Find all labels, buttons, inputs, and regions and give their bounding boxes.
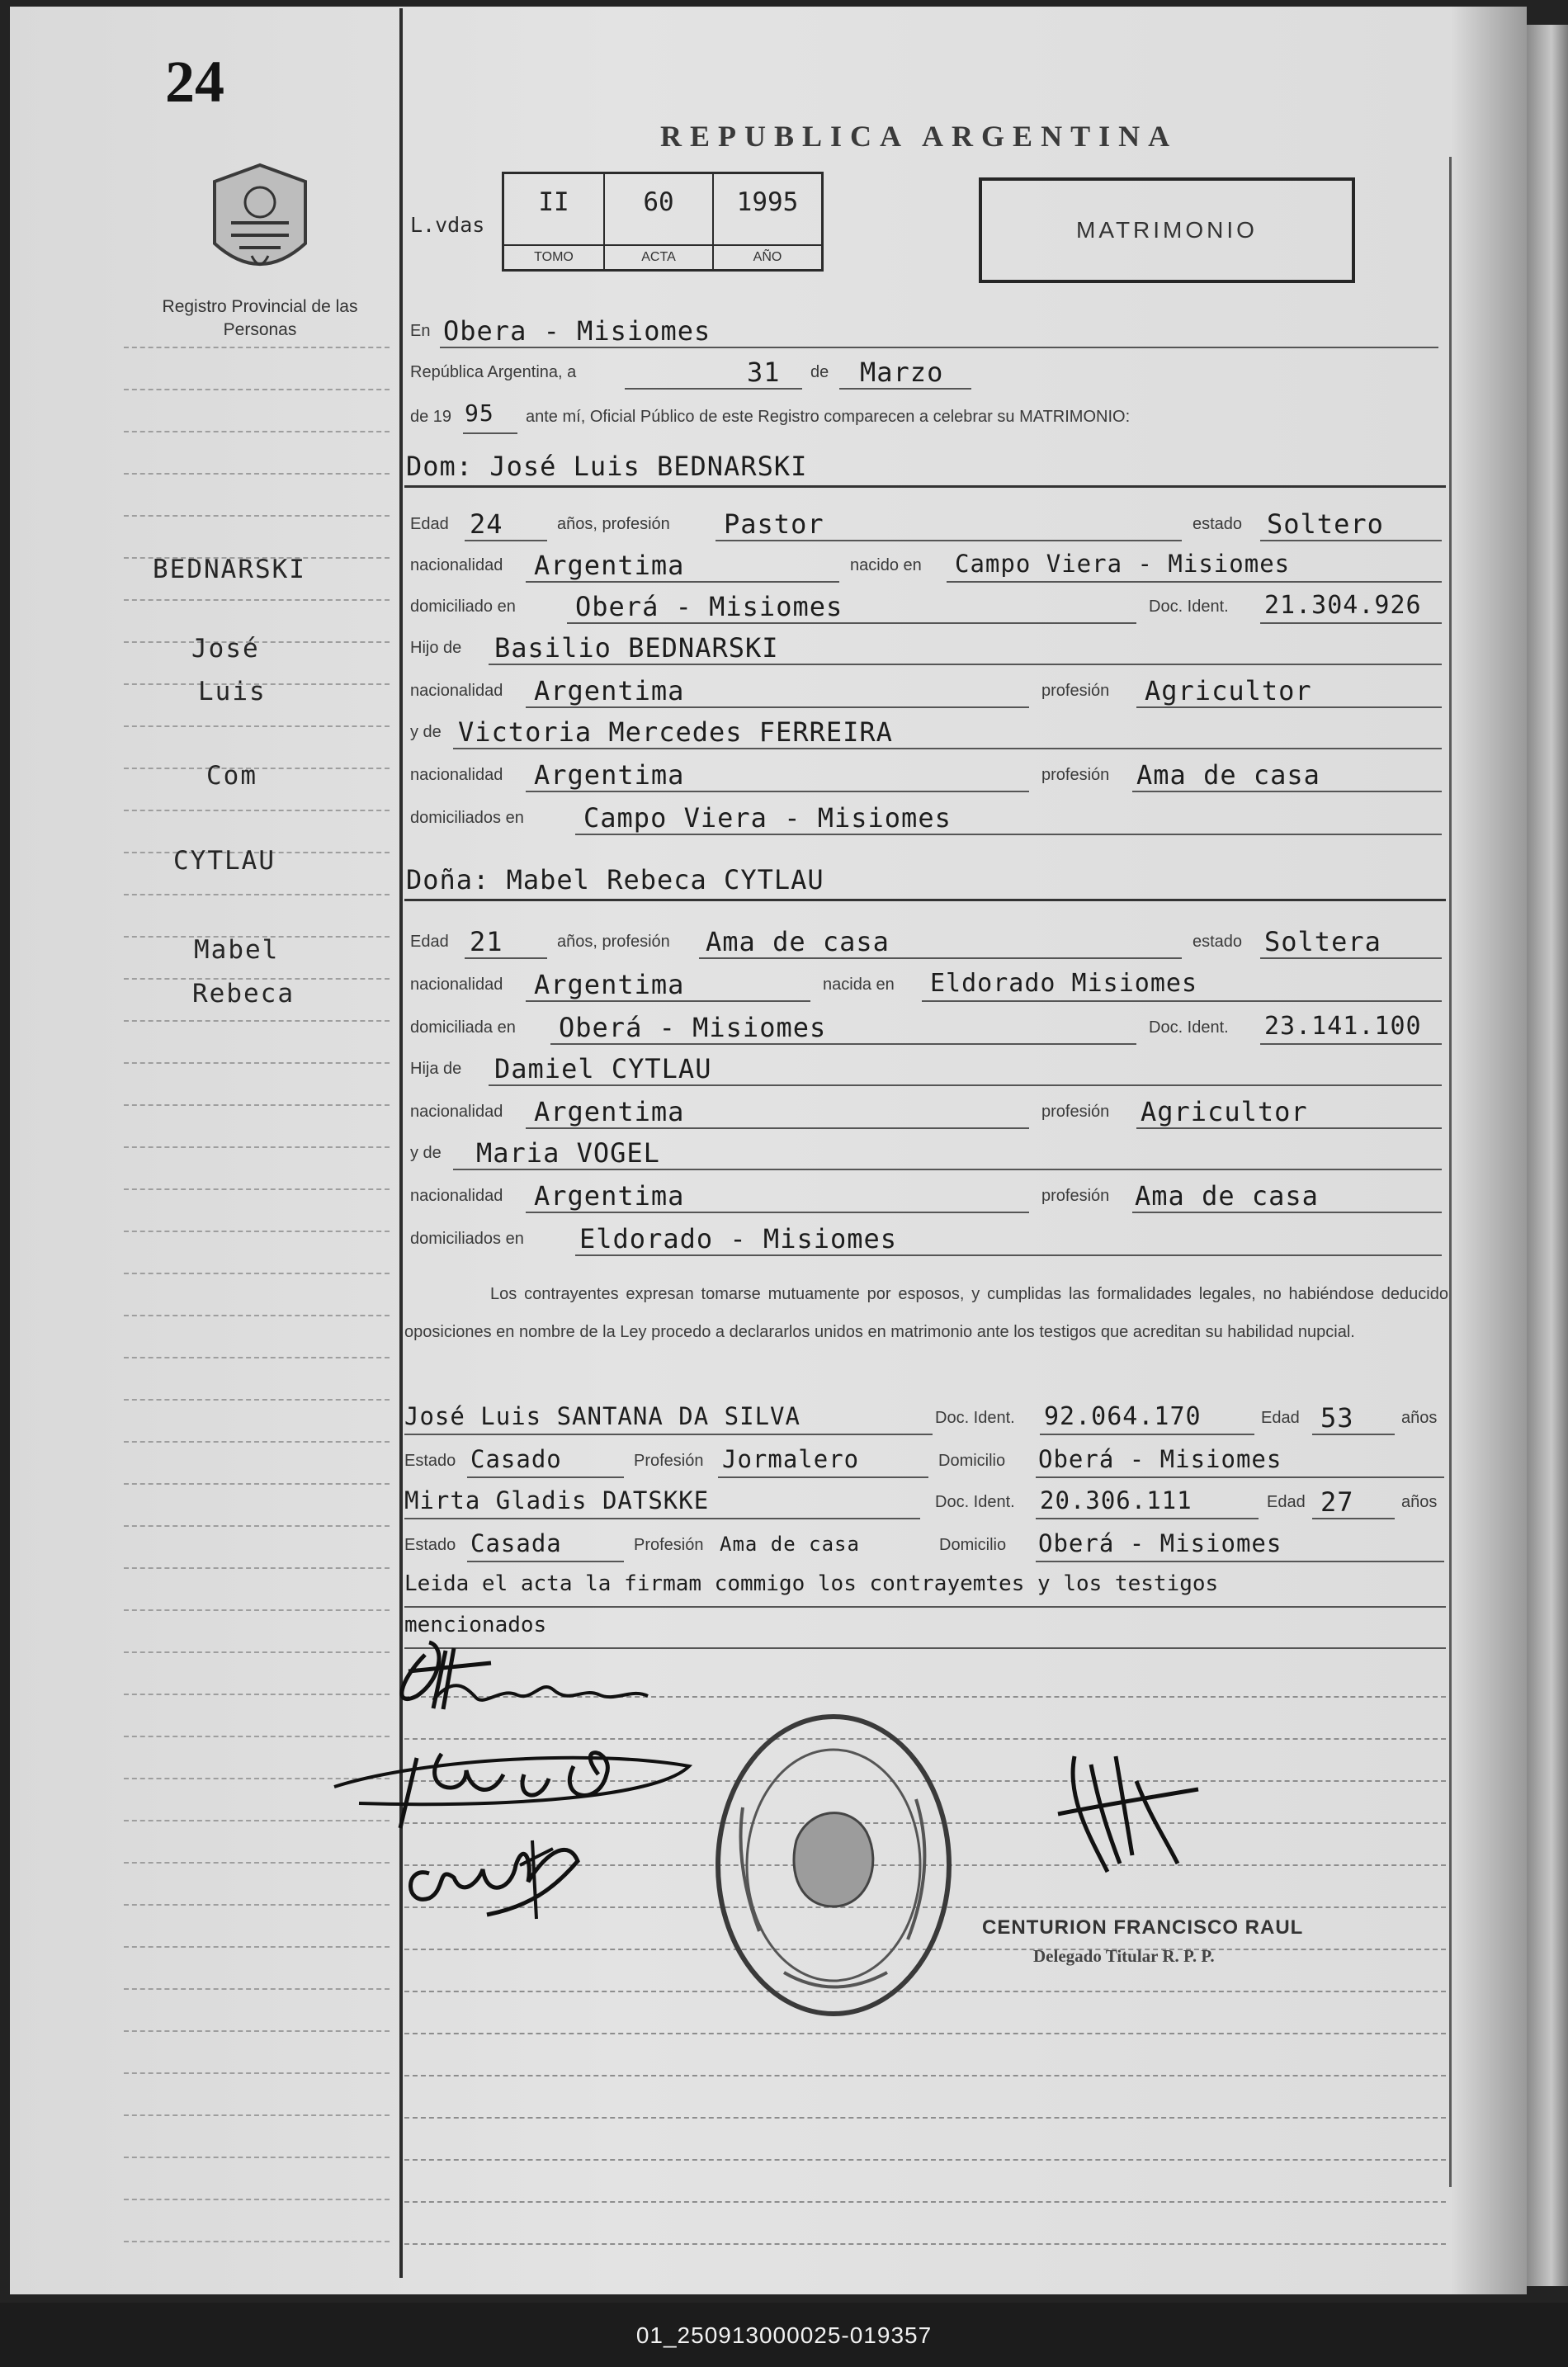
acta-value: 60 xyxy=(643,187,674,217)
officer-name: CENTURION FRANCISCO RAUL xyxy=(982,1916,1304,1939)
page-number: 24 xyxy=(165,49,224,115)
groom-name: Dom: José Luis BEDNARSKI xyxy=(406,451,808,482)
groom-father: Basilio BEDNARSKI xyxy=(494,632,779,664)
edad-label: Edad xyxy=(1261,1409,1300,1427)
domiciliados-label: domiciliados en xyxy=(410,1230,524,1248)
bride-document: 23.141.100 xyxy=(1264,1012,1422,1041)
margin-note-bride-second-name: Rebeca xyxy=(192,979,295,1009)
underline xyxy=(550,1043,1136,1045)
underline xyxy=(947,581,1442,583)
de-label: de xyxy=(810,363,829,381)
margin-ruled-line xyxy=(124,1188,390,1190)
underline xyxy=(404,1606,1446,1608)
bride-mother-line xyxy=(410,1137,1446,1175)
underline xyxy=(465,540,547,541)
witness-2-domicile: Oberá - Misiomes xyxy=(1038,1529,1282,1557)
right-margin-rule xyxy=(1449,157,1452,2187)
groom-father-details-line xyxy=(410,675,1446,713)
estado-label: estado xyxy=(1193,933,1243,951)
witness-2-age: 27 xyxy=(1320,1486,1354,1518)
groom-mother: Victoria Mercedes FERREIRA xyxy=(458,716,893,748)
doc-label: Doc. Ident. xyxy=(935,1493,1015,1511)
underline xyxy=(526,706,1029,708)
margin-ruled-line xyxy=(124,1862,390,1864)
edad-label: Edad xyxy=(1267,1493,1306,1511)
groom-mother-line xyxy=(410,716,1446,754)
bride-name: Doña: Mabel Rebeca CYTLAU xyxy=(406,864,824,895)
margin-ruled-line xyxy=(124,1231,390,1232)
witness-1-document: 92.064.170 xyxy=(1044,1402,1202,1431)
profesion-label: profesión xyxy=(1041,1187,1110,1205)
margin-ruled-line xyxy=(124,1020,390,1022)
doc-label: Doc. Ident. xyxy=(935,1409,1015,1427)
official-stamp xyxy=(710,1708,957,2022)
witness-2-line xyxy=(404,1486,1446,1524)
underline xyxy=(718,1476,928,1478)
margin-ruled-line xyxy=(124,725,390,727)
underline xyxy=(467,1476,624,1478)
margin-ruled-line xyxy=(124,2030,390,2032)
acta-cell xyxy=(605,174,714,269)
witness-1-line xyxy=(404,1402,1446,1440)
witness-1-name: José Luis SANTANA DA SILVA xyxy=(404,1402,801,1430)
bride-birthplace: Eldorado Misiomes xyxy=(930,969,1198,998)
groom-mother-profession: Ama de casa xyxy=(1136,759,1320,791)
tomo-label: TOMO xyxy=(504,244,603,269)
margin-ruled-line xyxy=(124,1988,390,1990)
margin-ruled-line xyxy=(124,2199,390,2200)
underline xyxy=(1136,1127,1442,1129)
bride-age: 21 xyxy=(470,926,503,957)
groom-civil-status: Soltero xyxy=(1267,508,1384,540)
underline xyxy=(1312,1434,1395,1435)
estado-label: Estado xyxy=(404,1536,456,1554)
underline xyxy=(526,1127,1029,1129)
officer-signature xyxy=(1041,1740,1207,1888)
record-type-box: MATRIMONIO xyxy=(979,177,1355,283)
doc-label: Doc. Ident. xyxy=(1149,598,1229,616)
margin-ruled-line xyxy=(124,894,390,895)
place-line xyxy=(410,315,1446,353)
groom-age-line xyxy=(410,508,1446,546)
underline xyxy=(440,347,1438,348)
underline xyxy=(526,791,1029,792)
registry-name: Registro Provincial de las Personas xyxy=(162,297,358,339)
margin-ruled-line xyxy=(124,810,390,811)
bride-profession: Ama de casa xyxy=(706,926,890,957)
margin-note-conjunction: Com xyxy=(206,761,257,791)
underline xyxy=(404,485,1446,488)
body-ruled-line xyxy=(404,2075,1446,2076)
witness-1-civil-status: Casado xyxy=(470,1445,562,1473)
margin-ruled-line xyxy=(124,1357,390,1358)
profesion-label: profesión xyxy=(1041,1103,1110,1121)
bride-father-nationality: Argentima xyxy=(534,1096,685,1127)
anos-profesion-label: años, profesión xyxy=(557,933,670,951)
underline xyxy=(526,581,839,583)
estado-label: Estado xyxy=(404,1452,456,1470)
margin-ruled-line xyxy=(124,1399,390,1401)
body-ruled-line xyxy=(404,2117,1446,2119)
groom-document: 21.304.926 xyxy=(1264,591,1422,620)
closing-text-1: Leida el acta la firmam commigo los contrayemtes y los testigos xyxy=(404,1571,1219,1596)
witness-1-profession: Jormalero xyxy=(722,1445,860,1473)
nacida-label: nacida en xyxy=(823,976,895,994)
margin-note-second-name: Luis xyxy=(198,677,267,706)
bride-mother-details-line xyxy=(410,1180,1446,1218)
y-de-label: y de xyxy=(410,723,442,741)
bride-name-line xyxy=(404,864,1446,902)
witness-1-age: 53 xyxy=(1320,1402,1354,1434)
groom-father-nationality: Argentima xyxy=(534,675,685,706)
witness-1-domicile: Oberá - Misiomes xyxy=(1038,1445,1282,1473)
bride-father-profession: Agricultor xyxy=(1141,1096,1308,1127)
underline xyxy=(465,957,547,959)
place-value: Obera - Misiomes xyxy=(443,315,711,347)
bride-nationality-line xyxy=(410,969,1446,1007)
profesion-label: profesión xyxy=(1041,766,1110,784)
margin-ruled-line xyxy=(124,1525,390,1527)
underline xyxy=(1036,1476,1444,1478)
month-value: Marzo xyxy=(860,357,944,388)
underline xyxy=(1136,706,1442,708)
underline xyxy=(404,899,1446,901)
margin-ruled-line xyxy=(124,2241,390,2242)
domicilio-label: domiciliado en xyxy=(410,598,516,616)
ano-cell xyxy=(714,174,821,269)
margin-ruled-line xyxy=(124,599,390,601)
margin-rule xyxy=(399,8,403,2278)
anos-label: años xyxy=(1401,1409,1438,1427)
margin-ruled-line xyxy=(124,1104,390,1106)
margin-note-surname: BEDNARSKI xyxy=(153,555,306,584)
margin-ruled-line xyxy=(124,1273,390,1274)
next-page-edge xyxy=(1527,25,1568,2286)
witness-2-name: Mirta Gladis DATSKKE xyxy=(404,1486,710,1514)
y-de-label: y de xyxy=(410,1144,442,1162)
profesion-label: Profesión xyxy=(634,1452,704,1470)
underline xyxy=(404,1434,933,1435)
groom-father-profession: Agricultor xyxy=(1145,675,1312,706)
domicilio-label: Domicilio xyxy=(939,1536,1007,1554)
bride-father-details-line xyxy=(410,1096,1446,1134)
estado-label: estado xyxy=(1193,515,1243,533)
edad-label: Edad xyxy=(410,515,449,533)
bride-mother: Maria VOGEL xyxy=(476,1137,660,1169)
day-value: 31 xyxy=(747,357,781,388)
underline xyxy=(1132,1212,1442,1213)
margin-ruled-line xyxy=(124,1441,390,1443)
margin-ruled-line xyxy=(124,389,390,390)
ano-label: AÑO xyxy=(714,244,821,269)
underline xyxy=(489,664,1442,665)
en-label: En xyxy=(410,322,431,340)
declaration-paragraph: Los contrayentes expresan tomarse mutuamente por esposos, y cumplidas las formalidades legales, no habiéndose deducido oposiciones en nombre de la Ley procedo a declararlos unidos en matrimonio ante los testigos que acreditan su habilidad nupcial. xyxy=(404,1285,1448,1341)
tomo-cell xyxy=(504,174,605,269)
domiciliados-label: domiciliados en xyxy=(410,809,524,827)
underline xyxy=(489,1084,1442,1086)
underline xyxy=(1132,791,1442,792)
bride-mother-nationality: Argentima xyxy=(534,1180,685,1212)
underline xyxy=(1260,540,1442,541)
statement-text: ante mí, Oficial Público de este Registro comparecen a celebrar su MATRIMONIO: xyxy=(526,408,1131,426)
underline xyxy=(526,1000,810,1002)
margin-ruled-line xyxy=(124,2072,390,2074)
nacionalidad-label: nacionalidad xyxy=(410,766,503,784)
acta-label: ACTA xyxy=(605,244,712,269)
witness-2-civil-status: Casada xyxy=(470,1529,562,1557)
image-caption: 01_250913000025-019357 xyxy=(635,2322,933,2348)
groom-nationality: Argentima xyxy=(534,550,685,581)
underline xyxy=(922,1000,1442,1002)
underline xyxy=(453,748,1442,749)
margin-ruled-line xyxy=(124,1315,390,1316)
body-ruled-line xyxy=(404,2033,1446,2034)
margin-ruled-line xyxy=(124,2114,390,2116)
bride-nationality: Argentima xyxy=(534,969,685,1000)
margin-ruled-line xyxy=(124,473,390,475)
underline xyxy=(575,834,1442,835)
groom-name-line xyxy=(404,451,1446,489)
groom-domicile-line xyxy=(410,591,1446,629)
year-suffix: 95 xyxy=(465,399,494,427)
margin-ruled-line xyxy=(124,431,390,432)
libros-label: L.vdas xyxy=(410,213,485,237)
groom-mother-nationality: Argentima xyxy=(534,759,685,791)
margin-ruled-line xyxy=(124,1946,390,1948)
bride-father: Damiel CYTLAU xyxy=(494,1053,712,1084)
hija-label: Hija de xyxy=(410,1060,462,1078)
bride-civil-status: Soltera xyxy=(1264,926,1381,957)
margin-note-first-name: José xyxy=(191,634,260,664)
underline xyxy=(1260,1043,1442,1045)
domicilio-label: domiciliada en xyxy=(410,1018,516,1037)
domicilio-label: Domicilio xyxy=(938,1452,1006,1470)
groom-parents-domicile: Campo Viera - Misiomes xyxy=(583,802,952,834)
bride-signature xyxy=(375,1630,689,1733)
closing-text-2: mencionados xyxy=(404,1613,547,1637)
underline xyxy=(1036,1561,1444,1562)
margin-note-bride-first-name: Mabel xyxy=(194,935,280,965)
tomo-value: II xyxy=(538,187,569,217)
doc-label: Doc. Ident. xyxy=(1149,1018,1229,1037)
year-line xyxy=(410,399,1446,439)
bride-domicile: Oberá - Misiomes xyxy=(559,1012,827,1043)
underline xyxy=(625,388,802,390)
registration-box xyxy=(502,172,824,272)
margin-ruled-line xyxy=(124,1062,390,1064)
profesion-label: Profesión xyxy=(634,1536,704,1554)
body-ruled-line xyxy=(404,2243,1446,2245)
margin-ruled-line xyxy=(124,1651,390,1653)
underline xyxy=(1312,1518,1395,1519)
groom-mother-details-line xyxy=(410,759,1446,797)
underline xyxy=(526,1212,1029,1213)
margin-ruled-line xyxy=(124,347,390,348)
nacionalidad-label: nacionalidad xyxy=(410,976,503,994)
underline xyxy=(567,622,1136,624)
witness-2-details-line xyxy=(404,1529,1446,1567)
witness-2-profession: Ama de casa xyxy=(720,1533,860,1556)
underline xyxy=(1036,1518,1259,1519)
margin-ruled-line xyxy=(124,1694,390,1695)
underline xyxy=(1260,957,1442,959)
witness-signature xyxy=(388,1816,611,1923)
margin-note-bride-surname: CYTLAU xyxy=(173,846,276,876)
profesion-label: profesión xyxy=(1041,682,1110,700)
margin-ruled-line xyxy=(124,1146,390,1148)
groom-father-line xyxy=(410,632,1446,670)
anos-profesion-label: años, profesión xyxy=(557,515,670,533)
bride-age-line xyxy=(410,926,1446,964)
bride-mother-profession: Ama de casa xyxy=(1135,1180,1319,1212)
document-heading: REPUBLICA ARGENTINA xyxy=(660,120,1178,153)
margin-ruled-line xyxy=(124,515,390,517)
groom-age: 24 xyxy=(470,508,503,540)
date-line xyxy=(410,357,971,394)
margin-ruled-line xyxy=(124,1567,390,1569)
officer-title: Delegado Titular R. P. P. xyxy=(1033,1946,1215,1966)
underline xyxy=(839,388,971,390)
witness-2-document: 20.306.111 xyxy=(1040,1486,1193,1514)
nacionalidad-label: nacionalidad xyxy=(410,1103,503,1121)
coat-of-arms-seal xyxy=(206,161,314,285)
republic-label: República Argentina, a xyxy=(410,363,577,381)
groom-parents-domicile-line xyxy=(410,802,1446,840)
groom-birthplace: Campo Viera - Misiomes xyxy=(955,550,1291,578)
nacido-label: nacido en xyxy=(850,556,922,574)
anos-label: años xyxy=(1401,1493,1438,1511)
underline xyxy=(699,957,1182,959)
groom-nationality-line xyxy=(410,550,1446,588)
bride-domicile-line xyxy=(410,1012,1446,1050)
ano-value: 1995 xyxy=(736,187,799,217)
underline xyxy=(1040,1434,1254,1435)
groom-profession: Pastor xyxy=(724,508,824,540)
underline xyxy=(463,432,517,434)
nacionalidad-label: nacionalidad xyxy=(410,556,503,574)
witness-1-details-line xyxy=(404,1445,1446,1483)
margin-ruled-line xyxy=(124,1904,390,1906)
body-ruled-line xyxy=(404,2159,1446,2161)
bride-parents-domicile: Eldorado - Misiomes xyxy=(579,1223,898,1254)
margin-ruled-line xyxy=(124,1609,390,1611)
underline xyxy=(575,1254,1442,1256)
underline xyxy=(467,1561,624,1562)
nacionalidad-label: nacionalidad xyxy=(410,682,503,700)
underline xyxy=(404,1518,920,1519)
closing-line-1 xyxy=(404,1571,1446,1609)
margin-ruled-line xyxy=(124,1483,390,1485)
margin-ruled-line xyxy=(124,2157,390,2158)
bride-parents-domicile-line xyxy=(410,1223,1446,1261)
edad-label: Edad xyxy=(410,933,449,951)
underline xyxy=(716,540,1182,541)
underline xyxy=(1260,622,1442,624)
year-prefix: de 19 xyxy=(410,408,452,426)
nacionalidad-label: nacionalidad xyxy=(410,1187,503,1205)
underline xyxy=(453,1169,1442,1170)
bride-father-line xyxy=(410,1053,1446,1091)
body-ruled-line xyxy=(404,2201,1446,2203)
hijo-label: Hijo de xyxy=(410,639,462,657)
groom-domicile: Oberá - Misiomes xyxy=(575,591,843,622)
